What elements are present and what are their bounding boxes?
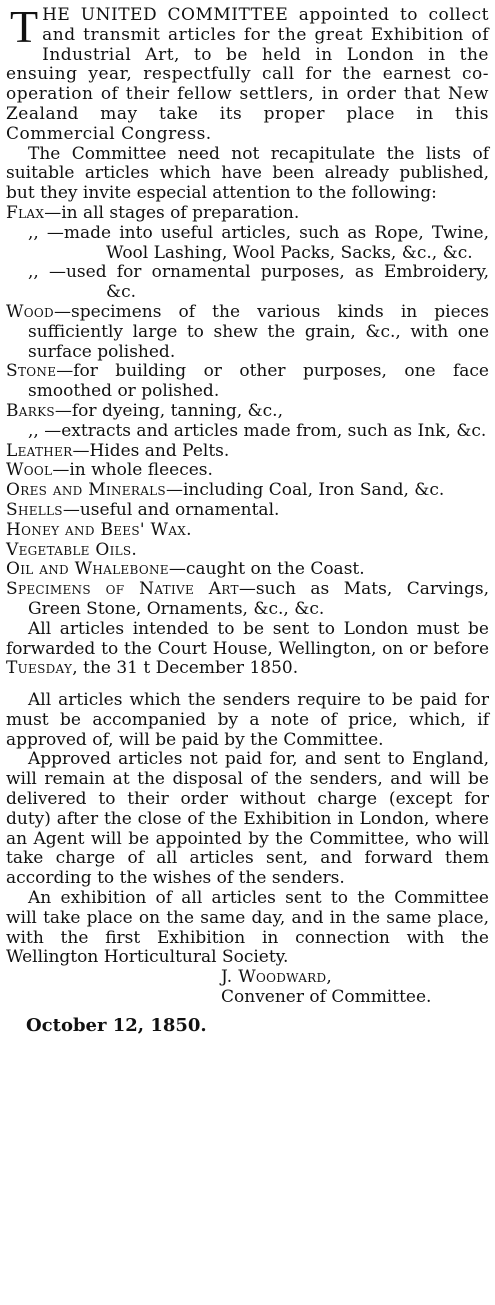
approved-articles-paragraph: Approved articles not paid for, and sent to England, will remain at the disposal of the senders, and will be delivered to their order without charge (except for duty) after the close of the Exhibition in London, where an Agent will be appointed by the Committee, who will take charge of all articles sent, and forward them according to the wishes of the senders. — [6, 749, 489, 889]
item-heading: Stone — [6, 361, 57, 382]
payment-paragraph: All articles which the senders require to be paid for must be accompanied by a note of price, which, if approved of, will be paid by the Committee. — [6, 690, 489, 750]
list-item-barks — [6, 402, 489, 422]
item-heading: Honey and Bees' Wax. — [6, 519, 192, 540]
item-heading: Barks — [6, 400, 55, 421]
forwarding-day: Tuesday — [6, 658, 73, 679]
item-heading: Vegetable Oils. — [6, 539, 138, 560]
item-text: —in all stages of preparation. — [44, 202, 300, 223]
list-item-wool — [6, 461, 489, 481]
item-text: —in whole fleeces. — [52, 460, 213, 481]
list-subitem-barks: ,, —extracts and articles made from, such as Ink, &c. — [28, 420, 487, 441]
item-heading: Ores and Minerals — [6, 480, 166, 501]
item-text: —such as Mats, Carvings, Green Stone, Ornaments, &c., &c. — [28, 579, 489, 619]
forwarding-text: All articles intended to be sent to London must be forwarded to the Court House, Wellington, on or before — [6, 618, 489, 659]
item-text: —Hides and Pelts. — [72, 440, 230, 461]
item-heading: Specimens of Native Art — [6, 579, 239, 600]
item-text: —for dyeing, tanning, &c., — [54, 400, 283, 421]
item-text: —for building or other purposes, one face smoothed or polished. — [28, 361, 489, 402]
list-item-wood — [6, 303, 489, 362]
item-text: —caught on the Coast. — [168, 559, 365, 580]
item-heading: Shells — [6, 499, 63, 520]
item-heading: Wool — [6, 460, 53, 481]
list-item-oil-whalebone — [6, 560, 489, 580]
item-heading: Leather — [6, 440, 73, 461]
drop-cap: T — [10, 1, 39, 52]
item-heading: Flax — [6, 202, 45, 223]
forwarding-paragraph — [6, 620, 489, 679]
notice-date: October 12, 1850. — [26, 1014, 207, 1036]
signer-name: J. Woodward, — [221, 967, 333, 988]
list-item-ores — [6, 481, 489, 501]
intro-text: HE UNITED COMMITTEE appointed to collect and transmit articles for the great Exhibition of Industrial Art, to be held in London in the ensuing year, respectfully call for the earnest co-operation of their fellow settlers, in order that New Zealand may take its proper place in this Commercial Congress. — [6, 5, 489, 144]
item-text: —including Coal, Iron Sand, &c. — [165, 480, 445, 501]
list-item-stone — [6, 362, 489, 402]
item-text: —specimens of the various kinds in pieces sufficiently large to shew the grain, &c., with one surface polished. — [28, 301, 489, 362]
signer-title: Convener of Committee. — [221, 987, 432, 1008]
intro-paragraph — [6, 1, 489, 145]
item-heading: Wood — [6, 301, 54, 322]
list-item-honey — [6, 521, 489, 541]
committee-paragraph: The Committee need not recapitulate the lists of suitable articles which have been already published, but they invite especial attention to the following: — [6, 143, 489, 204]
list-subitem-flax-2: ,, —used for ornamental purposes, as Embroidery, &c. — [28, 262, 489, 303]
exhibition-paragraph: An exhibition of all articles sent to the Committee will take place on the same day, and in the same place, with the first Exhibition in connection with the Wellington Horticultural Society. — [6, 888, 489, 968]
item-heading: Oil and Whalebone — [6, 559, 169, 580]
list-item-shells — [6, 501, 489, 521]
list-item-native-art — [6, 580, 489, 620]
list-item-vegetable-oils — [6, 541, 489, 561]
list-item-flax — [6, 204, 489, 224]
list-subitem-flax-1: ,, —made into useful articles, such as Rope, Twine, Wool Lashing, Wool Packs, Sacks, &c., &c. — [28, 222, 489, 263]
list-item-leather — [6, 442, 489, 462]
forwarding-date: , the 31 t December 1850. — [72, 658, 299, 679]
item-text: —useful and ornamental. — [62, 499, 280, 520]
